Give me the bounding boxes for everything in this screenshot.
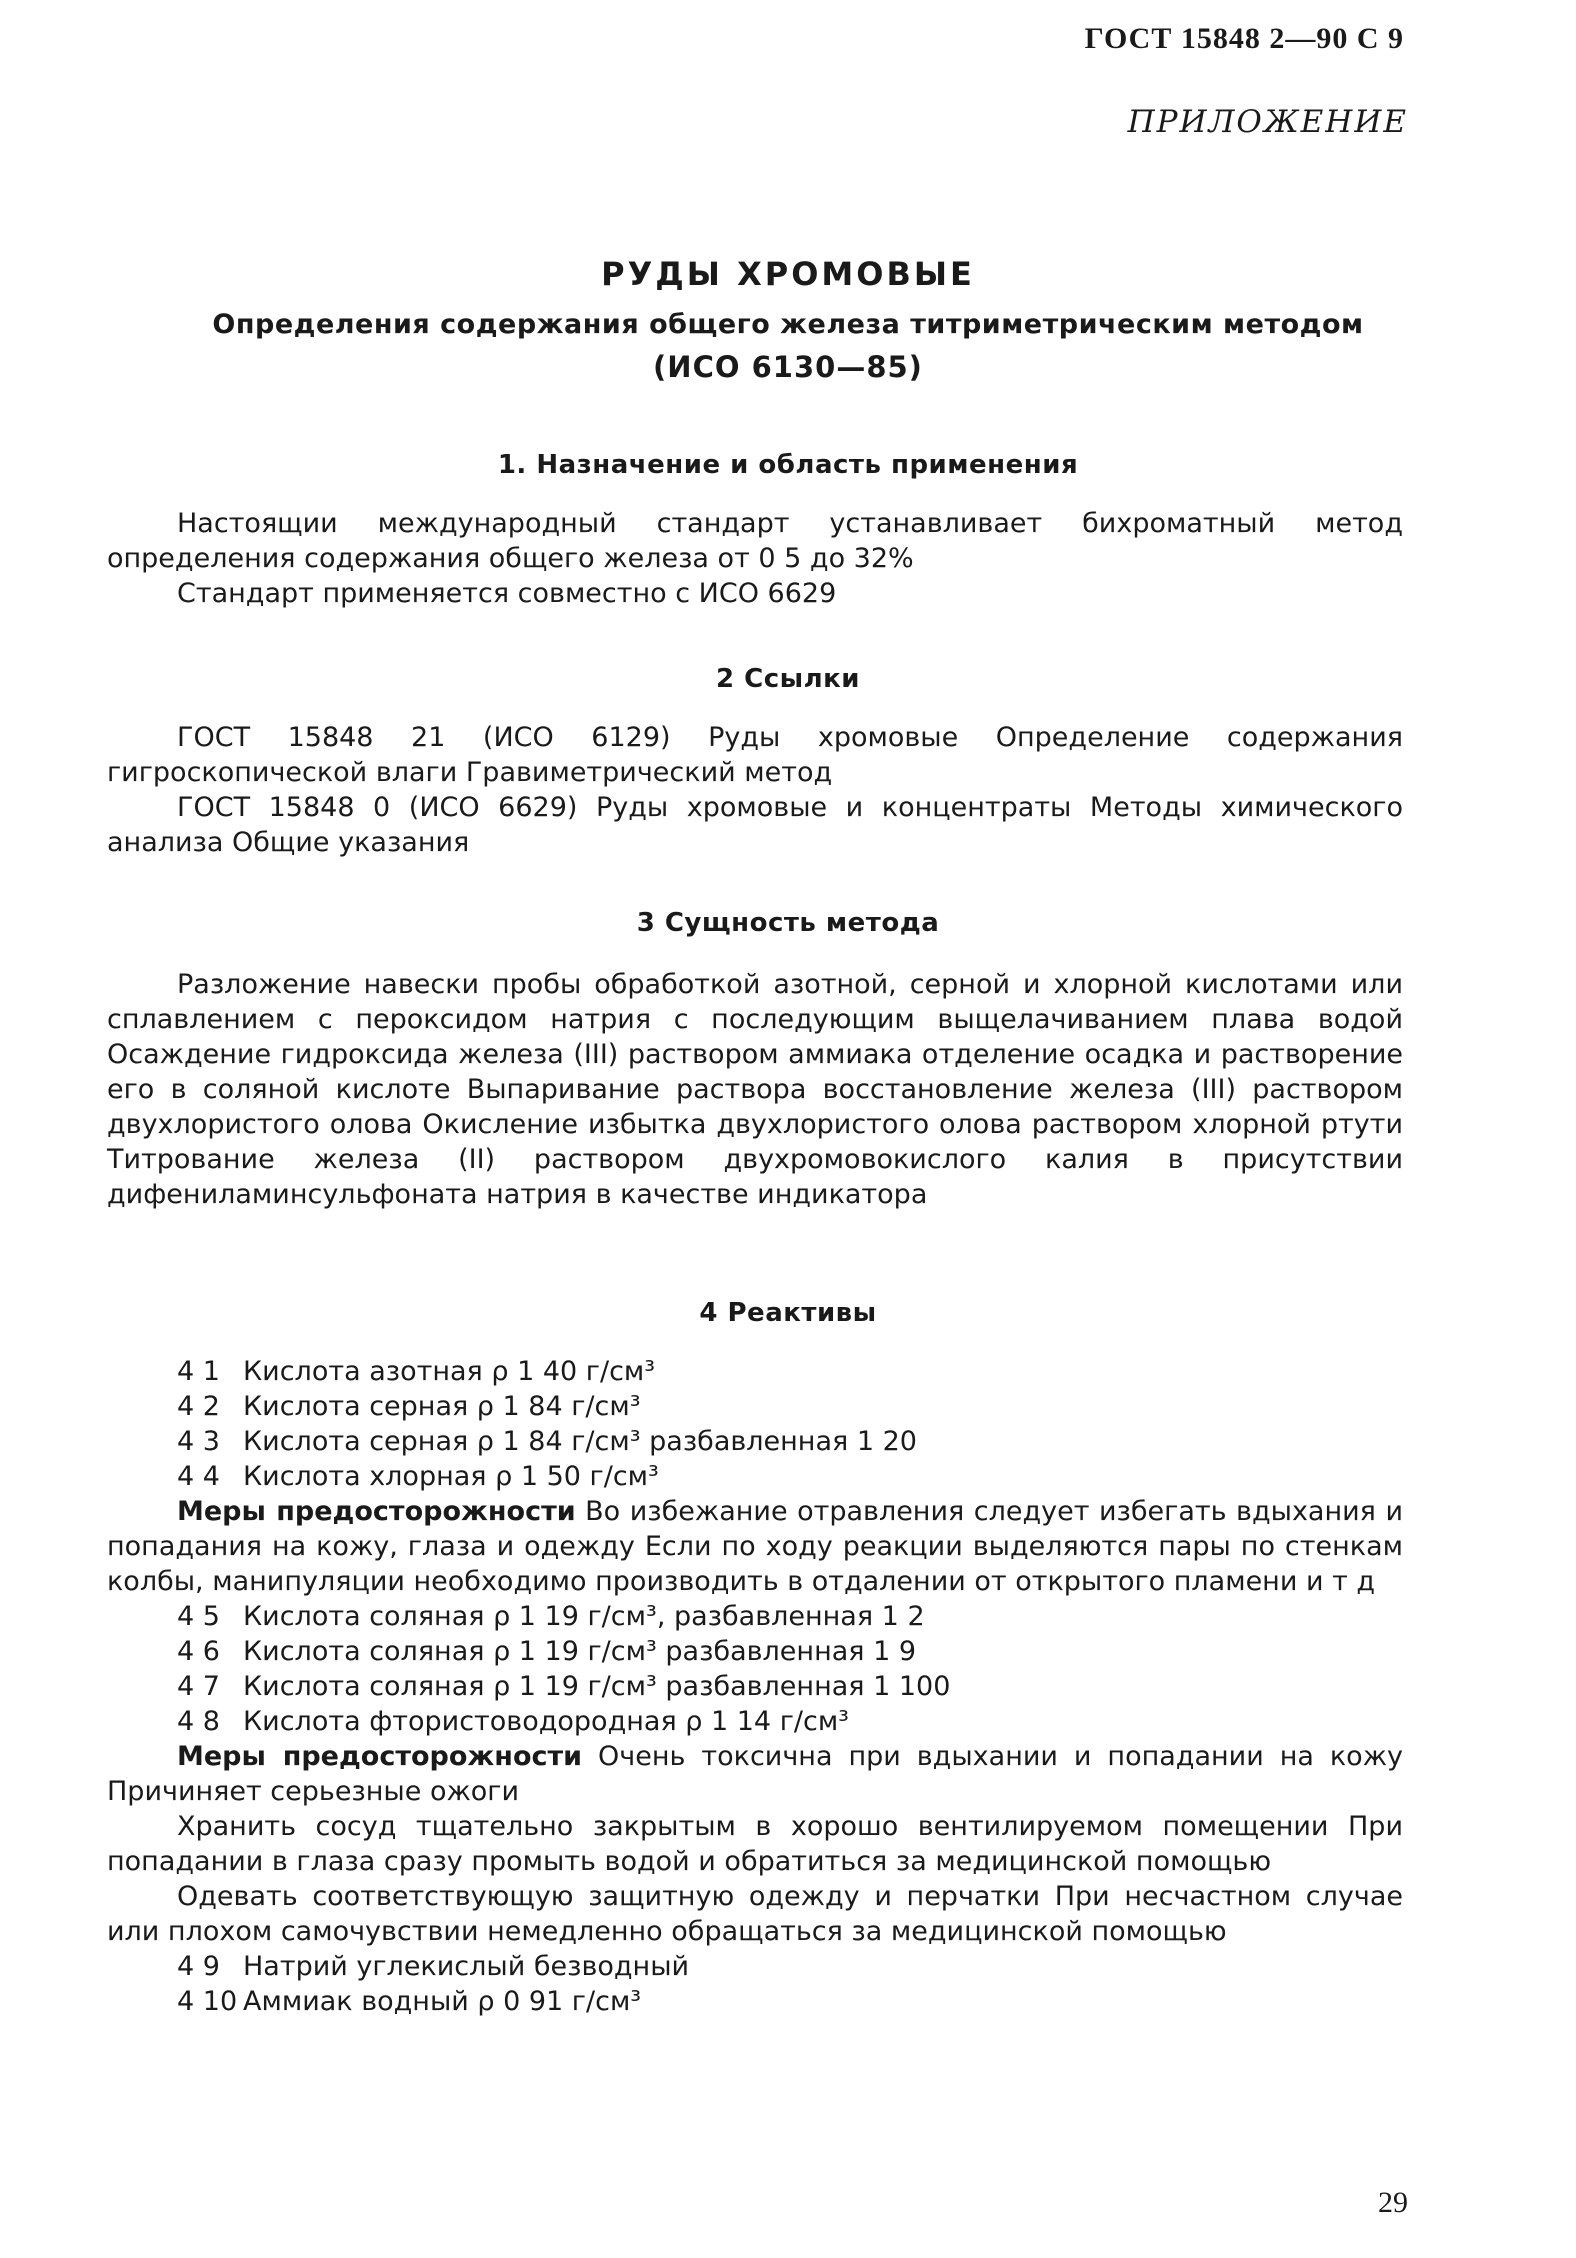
page-number: 29 xyxy=(1378,2186,1408,2219)
section-4-body xyxy=(107,1354,1403,2019)
document-subtitle: Определения содержания общего железа титриметрическим методом xyxy=(212,309,1364,340)
standard-code: ГОСТ 15848 2—90 С 9 xyxy=(1084,22,1404,55)
list-item: 4 10 Аммиак водный ρ 0 91 г/см³ xyxy=(177,1986,642,2017)
storage-paragraph: Хранить сосуд тщательно закрытым в хорошо вентилируемом помещении При попадании в глаза сразу промыть водой и обратиться за медицинской помощью xyxy=(107,1811,1403,1877)
list-item: 4 9 Натрий углекислый безводный xyxy=(177,1951,690,1982)
clothing-paragraph: Одевать соответствующую защитную одежду и перчатки При несчастном случае или плохом самочувствии немедленно обращаться за медицинской помощью xyxy=(107,1881,1403,1947)
list-item: 4 4 Кислота хлорная ρ 1 50 г/см³ xyxy=(177,1461,659,1492)
list-item: 4 5 Кислота соляная ρ 1 19 г/см³, разбавленная 1 2 xyxy=(177,1601,925,1632)
section-2-heading: 2 Ссылки xyxy=(715,664,861,694)
warning-label: Меры предосторожности xyxy=(177,1741,583,1772)
iso-reference: (ИСО 6130—85) xyxy=(653,350,923,384)
paragraph: Разложение навески пробы обработкой азотной, серной и хлорной кислотами или сплавлением с пероксидом натрия с последующим выщелачиванием плава водой Осаждение гидроксида железа (III) раствором аммиака отделение осадка и растворение его в соляной кислоте Выпаривание раствора восстановление железа (III) раствором двухлористого олова Окисление избытка двухлористого олова раствором хлорной ртути Титрование железа (II) раствором двухромовокислого калия в присутствии дифениламинсульфоната натрия в качестве индикатора xyxy=(107,969,1403,1210)
paragraph: ГОСТ 15848 21 (ИСО 6129) Руды хромовые Определение содержания гигроскопической влаги Гравиметрический метод xyxy=(107,722,1403,788)
warning-paragraph: Меры предосторожности Очень токсична при вдыхании и попадании на кожу Причиняет серьезные ожоги xyxy=(107,1741,1404,1807)
section-3-body xyxy=(107,967,1403,1212)
list-item: 4 3 Кислота серная ρ 1 84 г/см³ разбавленная 1 20 xyxy=(177,1426,917,1457)
section-2-body xyxy=(107,720,1403,860)
warning-paragraph: Меры предосторожности Во избежание отравления следует избегать вдыхания и попадания на кожу, глаза и одежду Если по ходу реакции выделяются пары по стенкам колбы, манипуляции необходимо производить в отдалении от открытого пламени и т д xyxy=(107,1496,1403,1597)
paragraph: Стандарт применяется совместно с ИСО 6629 xyxy=(177,578,837,609)
paragraph: ГОСТ 15848 0 (ИСО 6629) Руды хромовые и концентраты Методы химического анализа Общие указания xyxy=(107,792,1403,858)
warning-label: Меры предосторожности xyxy=(177,1496,576,1527)
list-item: 4 6 Кислота соляная ρ 1 19 г/см³ разбавленная 1 9 xyxy=(177,1636,917,1667)
list-item: 4 2 Кислота серная ρ 1 84 г/см³ xyxy=(177,1391,641,1422)
list-item: 4 1 Кислота азотная ρ 1 40 г/см³ xyxy=(177,1356,656,1387)
appendix-label: ПРИЛОЖЕНИЕ xyxy=(1127,104,1408,140)
list-item: 4 8 Кислота фтористоводородная ρ 1 14 г/см³ xyxy=(177,1706,850,1737)
document-title: РУДЫ ХРОМОВЫЕ xyxy=(601,255,975,293)
section-3-heading: 3 Сущность метода xyxy=(636,908,940,938)
paragraph: Настоящии международный стандарт устанавливает бихроматный метод определения содержания общего железа от 0 5 до 32% xyxy=(107,508,1403,574)
section-1-heading: 1. Назначение и область применения xyxy=(497,450,1079,480)
section-1-body xyxy=(107,506,1403,611)
list-item: 4 7 Кислота соляная ρ 1 19 г/см³ разбавленная 1 100 xyxy=(177,1671,951,1702)
section-4-heading: 4 Реактивы xyxy=(699,1298,877,1328)
title-block xyxy=(0,255,1576,384)
